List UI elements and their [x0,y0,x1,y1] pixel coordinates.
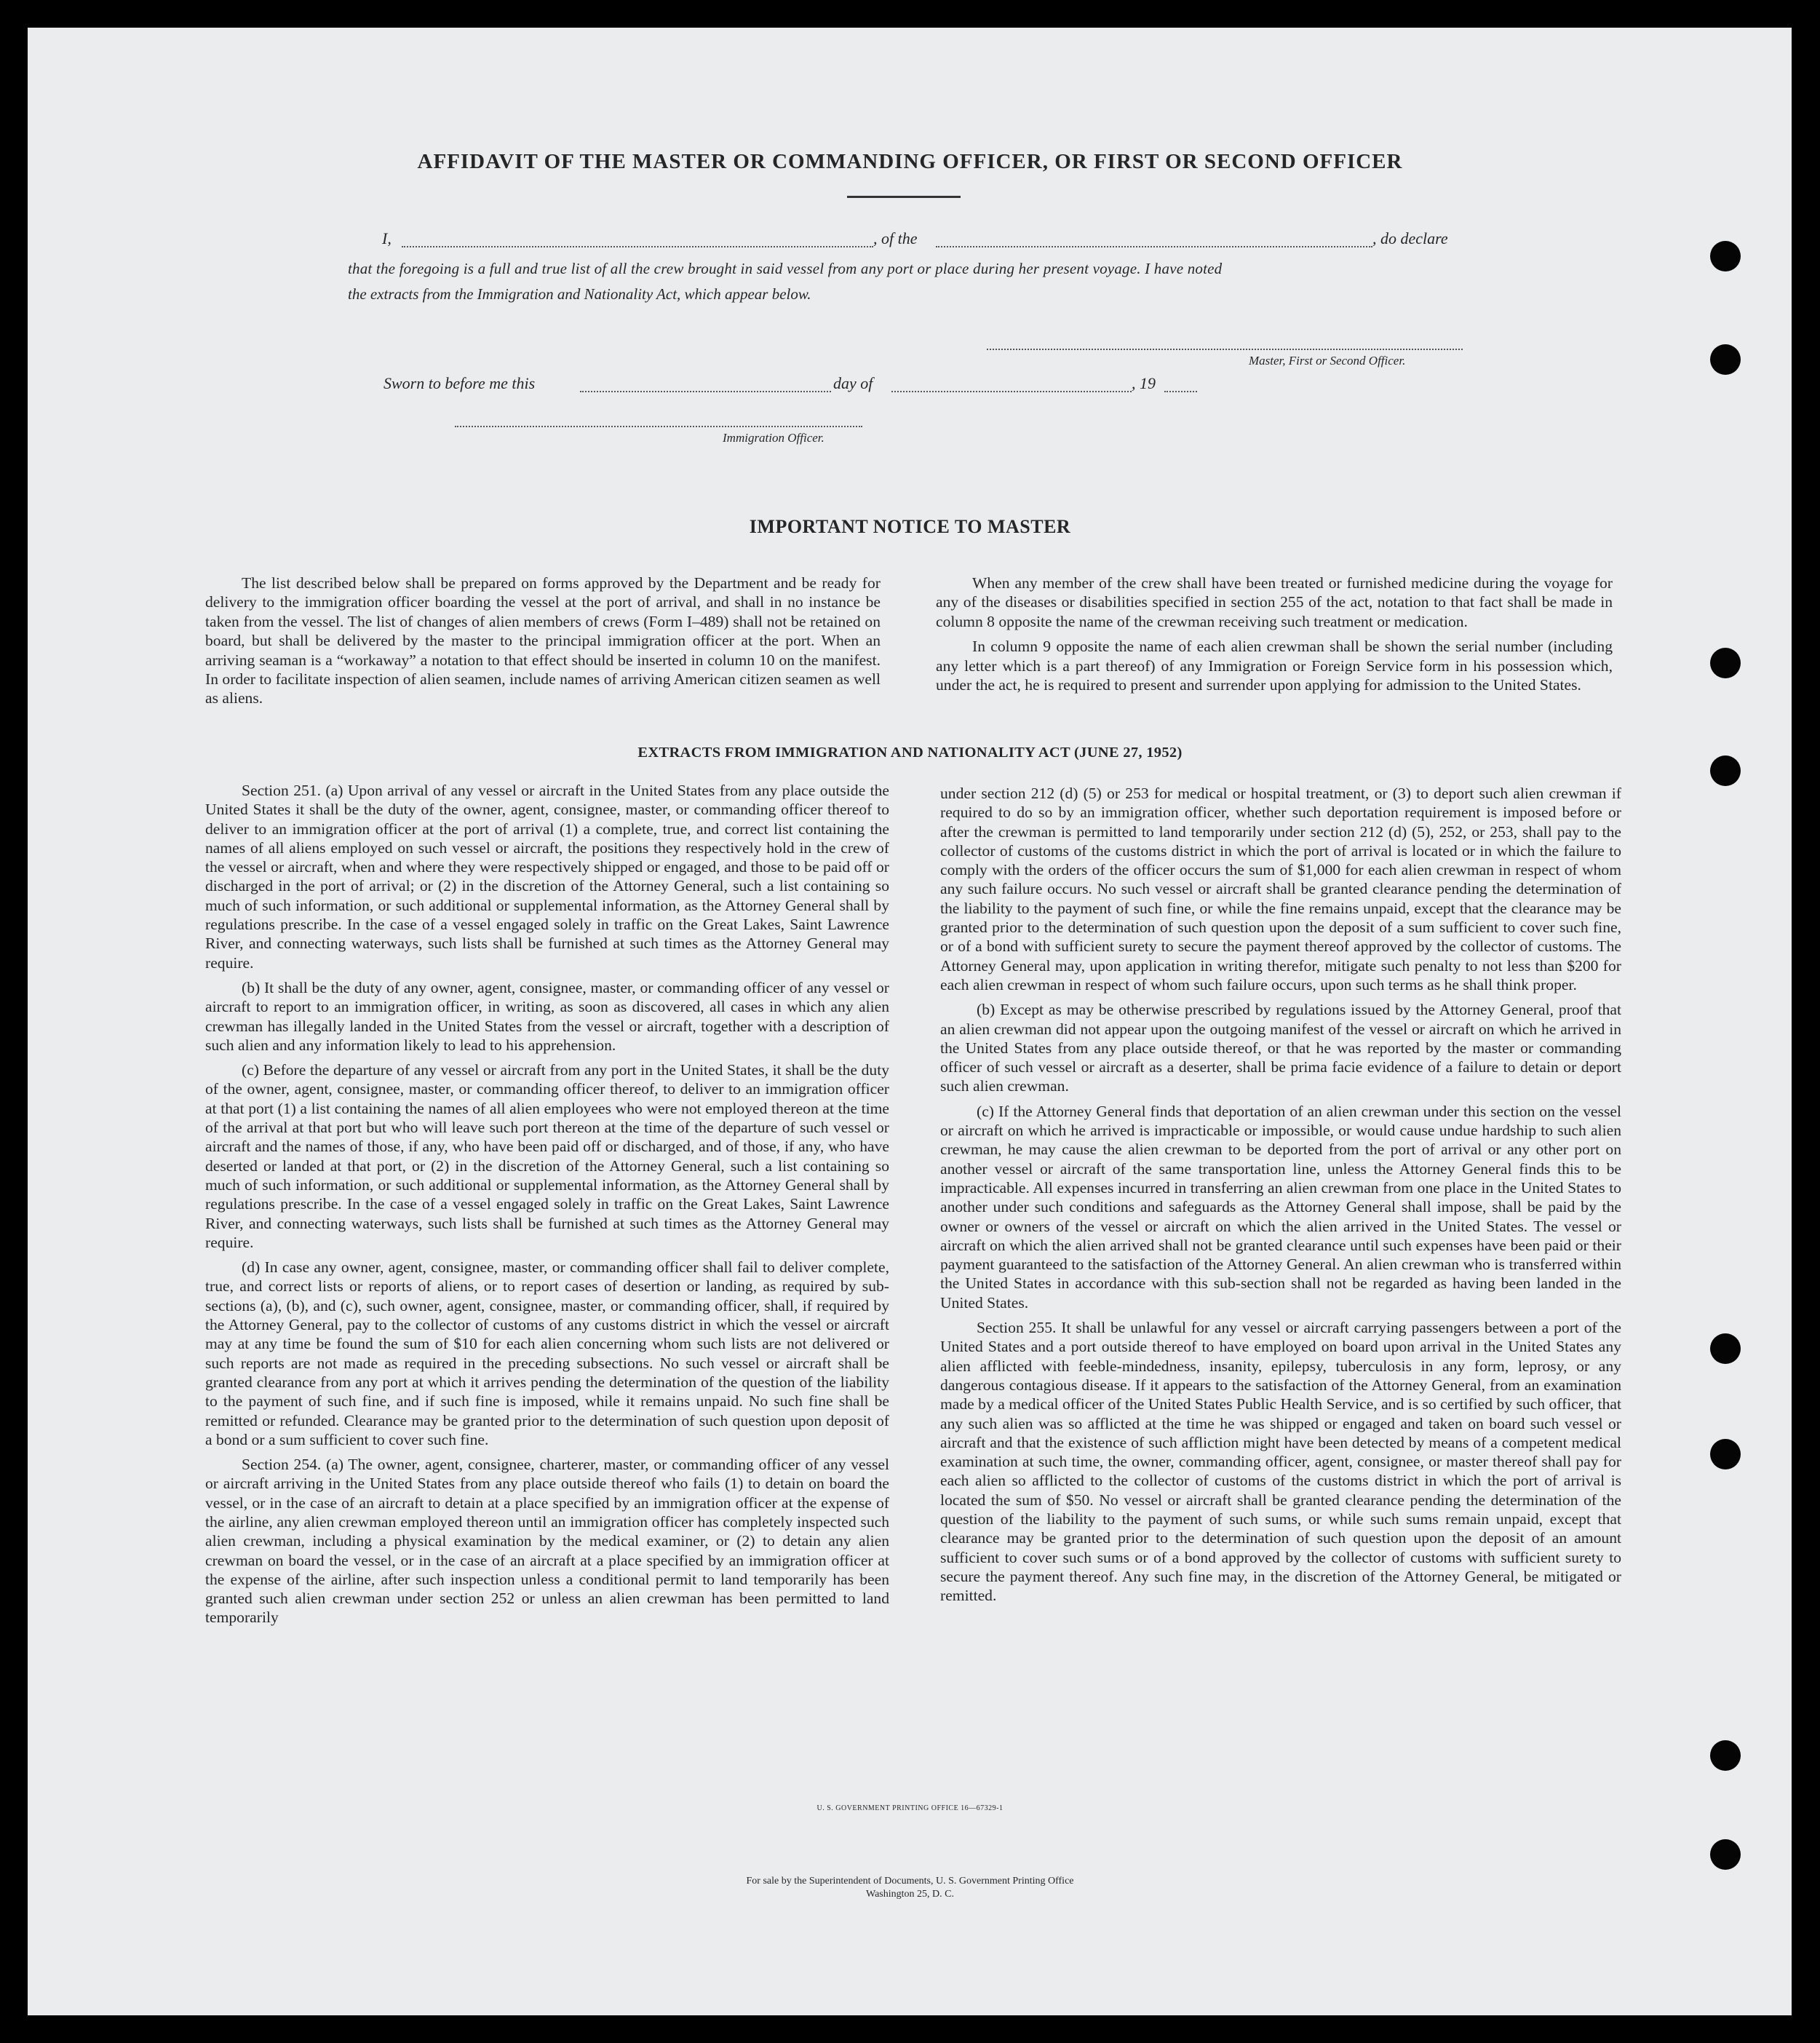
immigration-officer-caption: Immigration Officer. [723,431,824,445]
declaration-of-the: , of the [873,229,918,247]
law-paragraph: Section 255. It shall be unlawful for any vessel or aircraft carrying passengers between a port of the United States and a port outside thereof to have employed on board upon arrival in the United States any alien afflicted with feeble-mindedness, insanity, epilepsy, tuberculosis in any form, leprosy, or any dangerous contagious disease. If it appears to the satisfaction of the Attorney General, from an examination made by a medical officer of the United States Public Health Service, and is so certified by such officer, that any such alien was so afflicted at the time he was shipped or engaged and taken on board such vessel or aircraft and that the existence of such affliction might have been detected by means of a competent medical examination at such time, the owner, commanding officer, agent, consignee, or master thereof shall pay for each alien so afflicted to the collector of customs of the customs district in which the port of arrival is located the sum of $50. No vessel or aircraft shall be granted clearance pending the determination of the question of the liability to the payment of such sums, or while such sums remain unpaid, except that clearance may be granted prior to the determination of such question upon the deposit of an amount sufficient to cover such sums or of a bond approved by the collector of customs with sufficient surety to secure the payment thereof. Any such fine may, in the discretion of the Attorney General, be mitigated or remitted. [940,1319,1621,1605]
binder-hole [1710,1839,1741,1870]
binder-hole [1710,648,1741,678]
declaration-line-3: the extracts from the Immigration and Nationality Act, which appear below. [348,285,811,303]
immigration-officer-signature-line[interactable] [455,426,862,427]
vessel-blank[interactable] [936,246,1372,247]
binder-hole [1710,1333,1741,1364]
sworn-day-of: day of [833,374,873,392]
notice-heading: IMPORTANT NOTICE TO MASTER [749,516,1071,537]
law-paragraph: (c) If the Attorney General finds that deportation of an alien crewman under this section on the vessel or aircraft on which he arrived is impracticable or impossible, or would cause undue hardship to such alien crewman, he may cause the alien crewman to be deported from the port of arrival or any other port on another vessel or aircraft of the same transportation line, unless the Attorney General finds this to be impracticable. All expenses incurred in transferring an alien crewman from one place in the United States to another under such conditions and safeguards as the Attorney General shall impose, shall be paid by the owner or owners of the vessel or aircraft on which the alien arrived in the United States. The vessel or aircraft on which the alien arrived shall not be granted clearance until such expenses have been paid or their payment guaranteed to the satisfaction of the Attorney General. An alien crewman who is transferred within the United States in accordance with this sub-section shall not be regarded as having been landed in the United States. [940,1102,1621,1312]
law-paragraph: (c) Before the departure of any vessel or aircraft from any port in the United States, it shall be the duty of the owner, agent, consignee, master, or commanding officer thereof, to deliver to an immigration officer at that port (1) a list containing the names of all alien employees who were not employed thereon at the time of the arrival at that port but who will leave such port thereon at the time of the departure of such vessel or aircraft and the names of those, if any, who have been paid off or discharged, and of those, if any, who have deserted or landed at that port, or (2) in the discretion of the Attorney General, such a list containing so much of such information, or such additional or supplemental information, as the Attorney General shall by regulations prescribe. In the case of a vessel engaged solely in traffic on the Great Lakes, Saint Lawrence River, and connecting waterways, such lists shall be furnished at such times as the Attorney General may require. [205,1061,889,1251]
extracts-left-column [205,781,889,1633]
sworn-day-blank[interactable] [580,391,831,392]
law-paragraph: Section 254. (a) The owner, agent, consignee, charterer, master, or commanding officer of any vessel or aircraft arriving in the United States from any place outside thereof who fails (1) to detain on board the vessel, or in the case of an aircraft to detain at a place specified by an immigration officer at the expense of the airline, any alien crewman employed thereon until an immigration officer has completely inspected such alien crewman, including a physical examination by the medical examiner, or (2) to detain any alien crewman on board the vessel, or in the case of an aircraft at a place specified by an immigration officer at the expense of the airline, after such inspection unless a conditional permit to land temporarily has been granted such alien crewman under section 252 or unless an alien crewman has been permitted to land temporarily [205,1456,889,1627]
binder-hole [1710,1439,1741,1469]
notice-paragraph: In column 9 opposite the name of each alien crewman shall be shown the serial number (including any letter which is a part thereof) of any Immigration or Foreign Service form in his possession which, under the act, he is required to present and surrender upon applying for admission to the United States. [936,638,1613,694]
title-rule [847,196,961,198]
law-paragraph: under section 212 (d) (5) or 253 for medical or hospital treatment, or (3) to deport such alien crewman if required to do so by an immigration officer, whether such deportation requirement is imposed before or after the crewman is permitted to land temporarily under section 212 (d) (5), 252, or 253, shall pay to the collector of customs of the customs district in which the port of arrival is located or in which the failure to comply with the orders of the officer occurs the sum of $1,000 for each alien crewman in respect of whom any such failure occurs. No such vessel or aircraft shall be granted clearance pending the determination of the liability to the payment of such fine, or while the fine remains unpaid, except that the clearance may be granted prior to the determination of such question upon the deposit of a sum sufficient to cover such fine, or of a bond with sufficient surety to secure the payment thereof approved by the collector of customs. The Attorney General may, upon application in writing therefor, mitigate such penalty to not less than $200 for each alien crewman in respect of whom such failure occurs, upon such terms as he shall think proper. [940,785,1621,993]
notice-left-column [205,574,881,714]
extracts-heading: EXTRACTS FROM IMMIGRATION AND NATIONALITY ACT (JUNE 27, 1952) [637,745,1183,761]
binder-hole [1710,344,1741,375]
law-paragraph: (b) Except as may be otherwise prescribed by regulations issued by the Attorney General, proof that an alien crewman did not appear upon the outgoing manifest of the vessel or aircraft on which he arrived in the United States from any place outside thereof, or that he was reported by the master or commanding officer of such vessel or aircraft as a deserter, shall be prima facie evidence of a failure to detain or deport such alien crewman. [940,1001,1621,1095]
law-paragraph: (d) In case any owner, agent, consignee, master, or commanding officer shall fail to deliver complete, true, and correct lists or reports of aliens, or to report cases of desertion or landing, as required by sub-sections (a), (b), and (c), such owner, agent, consignee, master, or commanding officer, shall, if required by the Attorney General, pay to the collector of customs of any customs district in which the vessel or aircraft may at any time be found the sum of $10 for each alien concerning whom such lists are not delivered or such reports are not made as required in the preceding subsections. No such vessel or aircraft shall be granted clearance from any port at which it arrives pending the determination of the question of the liability to the payment of such fine, and if such fine is imposed, while it remains unpaid. No such fine shall be remitted or refunded. Clearance may be granted prior to the determination of such question upon deposit of a bond or a sum sufficient to cover such fine. [205,1258,889,1448]
sale-notice-line-1: For sale by the Superintendent of Documents, U. S. Government Printing Office [746,1876,1074,1887]
sworn-year-blank[interactable] [1164,391,1197,392]
law-paragraph: Section 251. (a) Upon arrival of any vessel or aircraft in the United States from any place outside the United States it shall be the duty of the owner, agent, consignee, master, or commanding officer thereof to deliver to an immigration officer at the port of arrival (1) a complete, true, and correct list containing the names of all aliens employed on such vessel or aircraft, the positions they respectively hold in the crew of the vessel or aircraft, when and where they were respectively shipped or engaged, and those to be paid off or discharged in the port of arrival; or (2) in the discretion of the Attorney General, such a list containing so much of such information, or such additional or supplemental information, as the Attorney General shall by regulations prescribe. In the case of a vessel engaged solely in traffic on the Great Lakes, Saint Lawrence River, and connecting waterways, such lists shall be furnished at such times as the Attorney General may require. [205,782,889,972]
master-signature-caption: Master, First or Second Officer. [1249,354,1406,368]
name-blank[interactable] [402,246,873,247]
sale-notice-line-2: Washington 25, D. C. [866,1889,954,1900]
affidavit-title: AFFIDAVIT OF THE MASTER OR COMMANDING OFFICER, OR FIRST OR SECOND OFFICER [417,150,1403,173]
sworn-year: , 19 [1132,374,1156,392]
declaration-do-declare: , do declare [1372,229,1448,247]
notice-paragraph: The list described below shall be prepared on forms approved by the Department and be ready for delivery to the immigration officer boarding the vessel at the port of arrival, and shall in no instance be taken from the vessel. The list of changes of alien members of crews (Form I–489) shall not be retained on board, but shall be delivered by the master to the principal immigration officer at the port. When an arriving seaman is a “workaway” a notation to that effect should be inserted in column 10 on the manifest. In order to facilitate inspection of alien seamen, include names of arriving American citizen seamen as well as aliens. [205,574,881,707]
law-paragraph: (b) It shall be the duty of any owner, agent, consignee, master, or commanding officer of any vessel or aircraft to report to an immigration officer, in writing, as soon as discovered, all cases in which any alien crewman has illegally landed in the United States from the vessel or aircraft, together with a description of such alien and any information likely to lead to his apprehension. [205,978,889,1054]
master-signature-line[interactable] [987,349,1463,350]
sworn-prefix: Sworn to before me this [384,374,536,392]
binder-hole [1710,1740,1741,1771]
extracts-right-column [940,784,1621,1611]
notice-paragraph: When any member of the crew shall have been treated or furnished medicine during the voyage for any of the diseases or disabilities specified in section 255 of the act, notation to that fact shall be made in column 8 opposite the name of the crewman receiving such treatment or medication. [936,574,1613,630]
gpo-imprint: U. S. GOVERNMENT PRINTING OFFICE 16—67329-1 [816,1804,1004,1812]
sworn-month-blank[interactable] [891,391,1132,392]
declaration-line-2: that the foregoing is a full and true list of all the crew brought in said vessel from any port or place during her present voyage. I have noted [348,260,1223,277]
notice-right-column [936,574,1613,700]
declaration-i-label: I, [382,229,392,247]
binder-hole [1710,241,1741,271]
